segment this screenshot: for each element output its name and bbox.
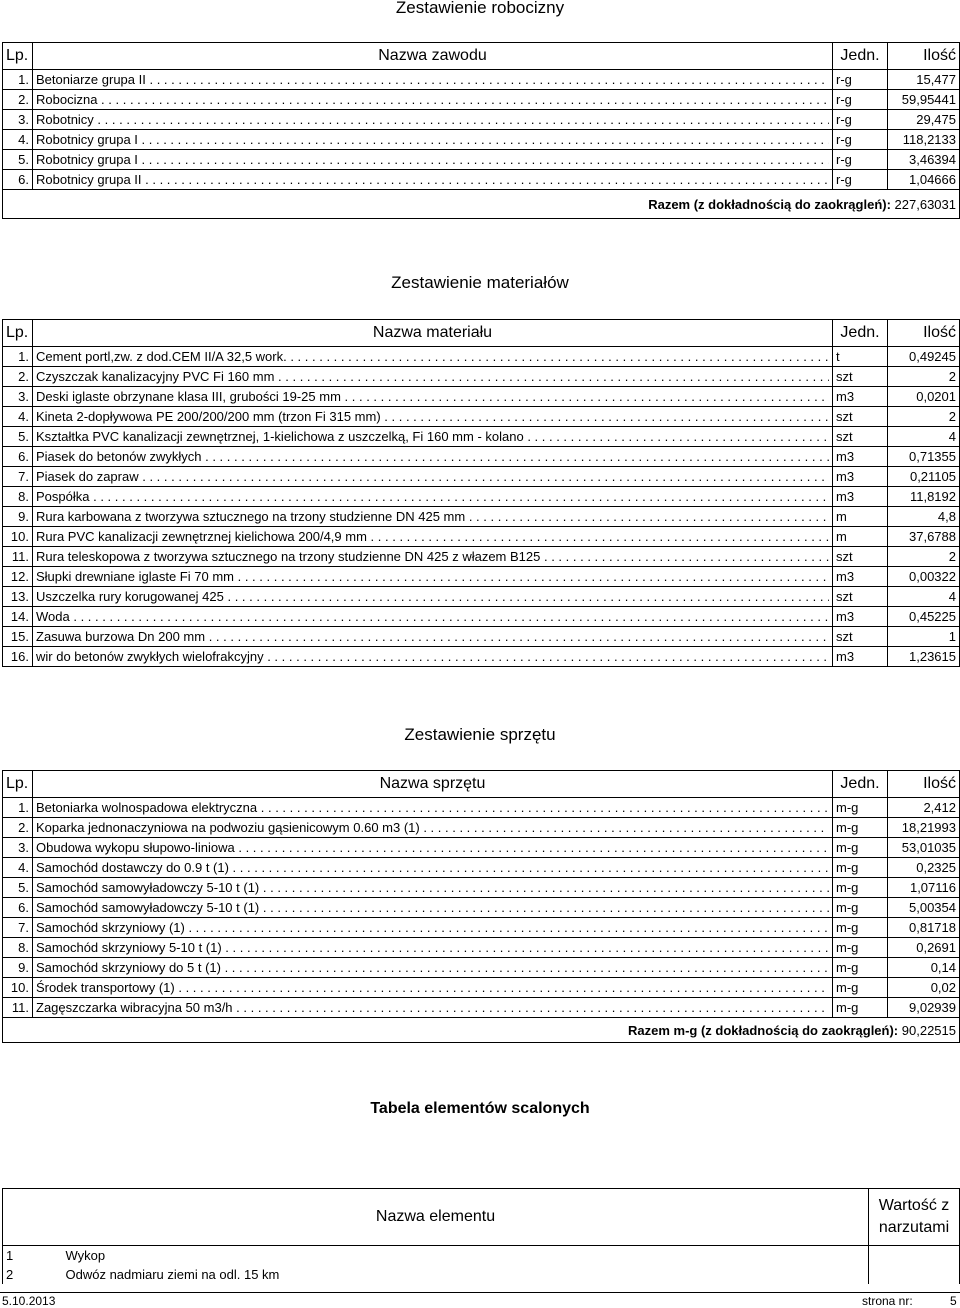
table-header-row: [3, 320, 960, 347]
table-row: [3, 387, 960, 407]
row-unit: m3: [833, 467, 888, 487]
row-unit: t: [833, 347, 888, 367]
row-qty: 1,07116: [888, 878, 960, 898]
table-row: [3, 567, 960, 587]
row-qty: 0,02: [888, 978, 960, 998]
row-name-text: Deski iglaste obrzynane klasa III, grubości 19-25 mm . . .: [36, 387, 829, 406]
row-name: [33, 170, 833, 190]
row-unit: m-g: [833, 938, 888, 958]
row-lp: 12.: [3, 567, 33, 587]
row-lp: 13.: [3, 587, 33, 607]
row-lp: 5.: [3, 878, 33, 898]
row-value: [869, 1265, 960, 1284]
row-lp: 2.: [3, 367, 33, 387]
row-name-text: Robotnicy . . .: [36, 110, 829, 129]
header-name-text: Nazwa elementu: [375, 1208, 496, 1225]
equipment-title: Zestawienie sprzętu: [404, 725, 556, 744]
row-unit: szt: [833, 367, 888, 387]
row-qty: 2: [888, 547, 960, 567]
row-qty: 4: [888, 427, 960, 447]
row-unit: m-g: [833, 998, 888, 1018]
row-lp: 16.: [3, 647, 33, 667]
table-row: [3, 587, 960, 607]
row-lp: 1.: [3, 798, 33, 818]
scaled-title: Tabela elementów scalonych: [370, 1100, 590, 1117]
row-name: [33, 978, 833, 998]
table-row: [3, 1246, 960, 1266]
row-unit: m-g: [833, 978, 888, 998]
table-row: [3, 170, 960, 190]
row-name-text: Rura karbowana z tworzywa sztucznego na trzony studzienne DN 425 mm . . .: [36, 507, 829, 526]
row-qty: 118,2133: [888, 130, 960, 150]
row-qty: 0,21105: [888, 467, 960, 487]
row-qty: 0,00322: [888, 567, 960, 587]
total-label: Razem m-g (z dokładnością do zaokrągleń):: [627, 1022, 899, 1038]
row-name-text: Samochód skrzyniowy do 5 t (1) . . .: [36, 958, 829, 977]
row-qty: 0,81718: [888, 918, 960, 938]
header-name: [3, 1189, 869, 1246]
row-qty: 4: [888, 587, 960, 607]
header-qty: Ilość: [888, 771, 960, 798]
row-name: [33, 858, 833, 878]
row-lp: 5.: [3, 427, 33, 447]
row-unit: szt: [833, 587, 888, 607]
row-unit: m-g: [833, 918, 888, 938]
header-name: Nazwa zawodu: [33, 43, 833, 70]
row-lp: 4.: [3, 858, 33, 878]
row-lp: 9.: [3, 507, 33, 527]
header-value-line2: narzutami: [878, 1219, 950, 1236]
table-row: [3, 938, 960, 958]
row-qty: 4,8: [888, 507, 960, 527]
row-qty: 1,23615: [888, 647, 960, 667]
table-row: [3, 90, 960, 110]
table-row: [3, 347, 960, 367]
row-lp: 4.: [3, 407, 33, 427]
row-name-text: Czyszczak kanalizacyjny PVC Fi 160 mm . . .: [36, 367, 829, 386]
row-qty: 1,04666: [888, 170, 960, 190]
row-qty: 11,8192: [888, 487, 960, 507]
row-name-text: Zasuwa burzowa Dn 200 mm . . .: [36, 627, 829, 646]
table-row: [3, 898, 960, 918]
row-value: [869, 1246, 960, 1266]
table-row: [3, 647, 960, 667]
row-name: [33, 70, 833, 90]
row-name-text: Cement portl,zw. z dod.CEM II/A 32,5 work. . . .: [36, 347, 829, 366]
row-name: [33, 998, 833, 1018]
row-unit: m-g: [833, 818, 888, 838]
row-name: [33, 567, 833, 587]
row-name: [33, 347, 833, 367]
table-row: [3, 527, 960, 547]
row-name-text: Rura PVC kanalizacji zewnętrznej kielichowa 200/4,9 mm . . .: [36, 527, 829, 546]
row-name: [33, 958, 833, 978]
row-name: [33, 898, 833, 918]
row-unit: szt: [833, 407, 888, 427]
header-name: Nazwa sprzętu: [33, 771, 833, 798]
row-lp: 2: [3, 1265, 63, 1284]
row-name: [33, 467, 833, 487]
row-name: [33, 387, 833, 407]
row-name-text: Zagęszczarka wibracyjna 50 m3/h . . .: [36, 998, 829, 1017]
row-unit: m-g: [833, 878, 888, 898]
row-qty: 0,2691: [888, 938, 960, 958]
labor-title: Zestawienie robocizny: [395, 0, 565, 17]
row-name-text: Kształtka PVC kanalizacji zewnętrznej, 1-kielichowa z uszczelką, Fi 160 mm - kolano . . .: [36, 427, 829, 446]
row-lp: 2.: [3, 818, 33, 838]
header-value: [869, 1189, 960, 1246]
row-unit: m: [833, 527, 888, 547]
materials-table: [2, 319, 960, 667]
row-name: [33, 798, 833, 818]
row-lp: 9.: [3, 958, 33, 978]
row-name: [33, 647, 833, 667]
table-row: [3, 367, 960, 387]
table-row: [3, 70, 960, 90]
row-unit: szt: [833, 547, 888, 567]
header-unit: Jedn.: [833, 771, 888, 798]
row-lp: 8.: [3, 487, 33, 507]
table-row: [3, 978, 960, 998]
row-unit: r-g: [833, 170, 888, 190]
row-name-text: wir do betonów zwykłych wielofrakcyjny . . .: [36, 647, 829, 666]
row-lp: 6.: [3, 898, 33, 918]
row-name-text: Uszczelka rury korugowanej 425 . . .: [36, 587, 829, 606]
row-lp: 1: [3, 1246, 63, 1266]
header-name: Nazwa materiału: [33, 320, 833, 347]
row-lp: 10.: [3, 527, 33, 547]
row-qty: 53,01035: [888, 838, 960, 858]
total-row: [3, 190, 960, 219]
row-lp: 1.: [3, 70, 33, 90]
row-unit: m3: [833, 387, 888, 407]
scaled-table: [2, 1188, 960, 1284]
total-value: 90,22515: [901, 1022, 956, 1038]
table-row: [3, 838, 960, 858]
row-qty: 59,95441: [888, 90, 960, 110]
row-lp: 6.: [3, 170, 33, 190]
row-lp: 7.: [3, 467, 33, 487]
header-qty: Ilość: [888, 320, 960, 347]
row-name: [33, 547, 833, 567]
row-name: [33, 527, 833, 547]
table-row: [3, 467, 960, 487]
row-lp: 8.: [3, 938, 33, 958]
table-row: [3, 487, 960, 507]
header-lp: Lp.: [3, 771, 33, 798]
row-name: [33, 130, 833, 150]
row-unit: m-g: [833, 958, 888, 978]
row-name: Odwóz nadmiaru ziemi na odl. 15 km: [63, 1265, 869, 1284]
table-row: [3, 407, 960, 427]
row-lp: 3.: [3, 838, 33, 858]
header-lp: Lp.: [3, 320, 33, 347]
row-unit: szt: [833, 627, 888, 647]
row-name: [33, 367, 833, 387]
row-unit: r-g: [833, 110, 888, 130]
header-lp: Lp.: [3, 43, 33, 70]
row-qty: 0,71355: [888, 447, 960, 467]
labor-table: [2, 42, 960, 219]
row-name: [33, 90, 833, 110]
header-unit: Jedn.: [833, 43, 888, 70]
row-name-text: Środek transportowy (1) . . .: [36, 978, 829, 997]
row-name: [33, 407, 833, 427]
row-name: [33, 110, 833, 130]
row-qty: 18,21993: [888, 818, 960, 838]
row-qty: 1: [888, 627, 960, 647]
table-row: [3, 1265, 960, 1284]
row-name-text: Piasek do betonów zwykłych . . .: [36, 447, 829, 466]
table-row: [3, 998, 960, 1018]
row-name-text: Samochód samowyładowczy 5-10 t (1) . . .: [36, 898, 829, 917]
row-lp: 14.: [3, 607, 33, 627]
table-row: [3, 878, 960, 898]
table-row: [3, 427, 960, 447]
row-name: [33, 587, 833, 607]
row-unit: m3: [833, 607, 888, 627]
row-qty: 2: [888, 407, 960, 427]
table-header-row: [3, 771, 960, 798]
row-name-text: Koparka jednonaczyniowa na podwoziu gąsienicowym 0.60 m3 (1) . . .: [36, 818, 829, 837]
total-label: Razem (z dokładnością do zaokrągleń):: [648, 196, 891, 212]
row-unit: m-g: [833, 838, 888, 858]
row-qty: 29,475: [888, 110, 960, 130]
table-row: [3, 918, 960, 938]
row-qty: 0,2325: [888, 858, 960, 878]
table-row: [3, 110, 960, 130]
row-unit: m-g: [833, 898, 888, 918]
table-row: [3, 607, 960, 627]
table-header-row: [3, 1189, 960, 1246]
row-name: [33, 627, 833, 647]
row-name-text: Robocizna . . .: [36, 90, 829, 109]
row-name: [33, 938, 833, 958]
row-qty: 2,412: [888, 798, 960, 818]
row-lp: 5.: [3, 150, 33, 170]
table-row: [3, 627, 960, 647]
total-row: [3, 1018, 960, 1043]
row-qty: 0,14: [888, 958, 960, 978]
table-row: [3, 818, 960, 838]
row-lp: 11.: [3, 547, 33, 567]
header-value-line1: Wartość z: [878, 1197, 950, 1214]
row-qty: 0,45225: [888, 607, 960, 627]
row-name: [33, 427, 833, 447]
row-unit: r-g: [833, 90, 888, 110]
row-unit: szt: [833, 427, 888, 447]
table-row: [3, 130, 960, 150]
row-lp: 6.: [3, 447, 33, 467]
row-lp: 15.: [3, 627, 33, 647]
row-name: [33, 918, 833, 938]
footer-page-label: strona nr:: [862, 1294, 913, 1308]
row-lp: 10.: [3, 978, 33, 998]
row-unit: m-g: [833, 798, 888, 818]
row-qty: 3,46394: [888, 150, 960, 170]
table-row: [3, 447, 960, 467]
row-lp: 2.: [3, 90, 33, 110]
row-lp: 4.: [3, 130, 33, 150]
header-qty: Ilość: [888, 43, 960, 70]
row-unit: m-g: [833, 858, 888, 878]
row-name: [33, 447, 833, 467]
row-name: [33, 507, 833, 527]
table-row: [3, 958, 960, 978]
row-name-text: Kineta 2-dopływowa PE 200/200/200 mm (trzon Fi 315 mm) . . .: [36, 407, 829, 426]
row-name: [33, 150, 833, 170]
row-name: Wykop: [63, 1246, 869, 1266]
table-row: [3, 507, 960, 527]
row-name-text: Obudowa wykopu słupowo-liniowa . . .: [36, 838, 829, 857]
row-qty: 2: [888, 367, 960, 387]
row-name-text: Samochód dostawczy do 0.9 t (1) . . .: [36, 858, 829, 877]
row-lp: 1.: [3, 347, 33, 367]
row-unit: r-g: [833, 130, 888, 150]
row-lp: 7.: [3, 918, 33, 938]
row-name-text: Pospółka . . .: [36, 487, 829, 506]
row-name: [33, 818, 833, 838]
row-qty: 9,02939: [888, 998, 960, 1018]
row-name-text: Rura teleskopowa z tworzywa sztucznego na trzony studzienne DN 425 z włazem B125 . . .: [36, 547, 829, 566]
table-row: [3, 798, 960, 818]
row-name-text: Robotnicy grupa II . . .: [36, 170, 829, 189]
row-name-text: Robotnicy grupa I . . .: [36, 130, 829, 149]
row-unit: m: [833, 507, 888, 527]
row-name-text: Samochód skrzyniowy (1) . . .: [36, 918, 829, 937]
row-qty: 15,477: [888, 70, 960, 90]
row-name: [33, 487, 833, 507]
header-unit: Jedn.: [833, 320, 888, 347]
row-name-text: Betoniarze grupa II . . .: [36, 70, 829, 89]
row-name-text: Betoniarka wolnospadowa elektryczna . . .: [36, 798, 829, 817]
table-header-row: [3, 43, 960, 70]
row-qty: 0,0201: [888, 387, 960, 407]
equipment-table: [2, 770, 960, 1043]
row-name-text: Robotnicy grupa I . . .: [36, 150, 829, 169]
row-lp: 11.: [3, 998, 33, 1018]
total-value: 227,63031: [894, 196, 956, 212]
table-row: [3, 150, 960, 170]
row-unit: m3: [833, 567, 888, 587]
row-qty: 37,6788: [888, 527, 960, 547]
row-name-text: Słupki drewniane iglaste Fi 70 mm . . .: [36, 567, 829, 586]
row-name-text: Samochód skrzyniowy 5-10 t (1) . . .: [36, 938, 829, 957]
row-lp: 3.: [3, 110, 33, 130]
row-name: [33, 607, 833, 627]
materials-title: Zestawienie materiałów: [391, 273, 569, 292]
row-name: [33, 878, 833, 898]
row-name-text: Samochód samowyładowczy 5-10 t (1) . . .: [36, 878, 829, 897]
footer-separator: [0, 1292, 960, 1293]
row-lp: 3.: [3, 387, 33, 407]
row-unit: r-g: [833, 70, 888, 90]
row-unit: m3: [833, 647, 888, 667]
footer-date: 5.10.2013: [2, 1294, 56, 1308]
row-qty: 0,49245: [888, 347, 960, 367]
table-row: [3, 858, 960, 878]
row-name-text: Woda . . .: [36, 607, 829, 626]
row-name-text: Piasek do zapraw . . .: [36, 467, 829, 486]
row-unit: m3: [833, 487, 888, 507]
row-name: [33, 838, 833, 858]
table-row: [3, 547, 960, 567]
row-qty: 5,00354: [888, 898, 960, 918]
row-unit: r-g: [833, 150, 888, 170]
row-unit: m3: [833, 447, 888, 467]
footer-page-number: 5: [950, 1294, 957, 1308]
